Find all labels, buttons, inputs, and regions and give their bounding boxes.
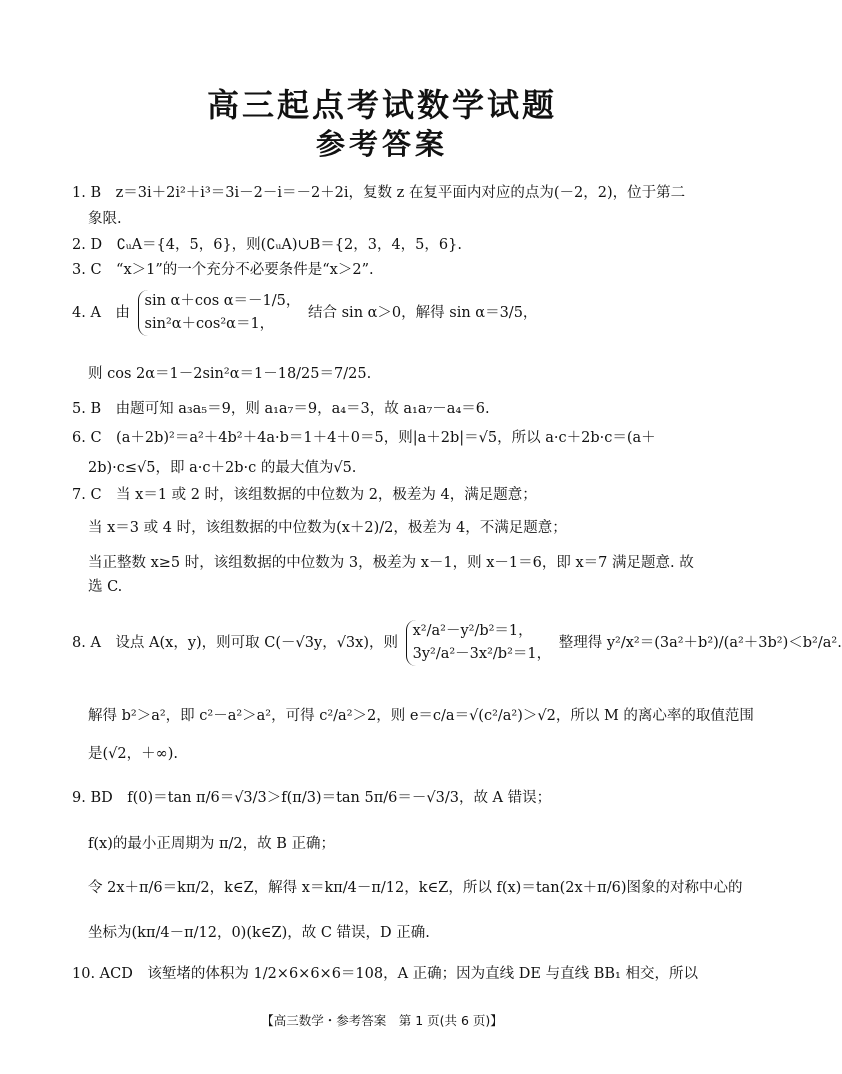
equation-system [138,290,301,336]
answer-6-line-1: 6. C (a＋2b)²＝a²＋4b²＋4a·b＝1＋4＋0＝5，则|a＋2b|＝√5，所以 a·c＋2b·c＝(a＋ [72,430,656,446]
answer-6-line-2: 2b)·c≤√5，即 a·c＋2b·c 的最大值为√5. [88,460,357,476]
answer-8-line-3: 是(√2，＋∞). [88,746,178,762]
answer-8-prefix: 8. A 设点 A(x，y)，则可取 C(－√3y，√3x)，则 [72,635,398,652]
answer-7-line-4: 选 C. [88,579,123,595]
answer-7-line-1: 7. C 当 x＝1 或 2 时，该组数据的中位数为 2，极差为 4，满足题意； [72,487,537,503]
answer-7-line-2: 当 x＝3 或 4 时，该组数据的中位数为(x＋2)/2，极差为 4，不满足题意； [88,520,567,536]
answer-4-line-2: 则 cos 2α＝1－2sin²α＝1－18/25＝7/25. [88,366,372,382]
page-footer: 【高三数学・参考答案 第 1 页(共 6 页)】 [261,1013,503,1028]
answer-2: 2. D ∁ᵤA＝{4，5，6}，则(∁ᵤA)∪B＝{2，3，4，5，6}. [72,237,462,253]
answer-8-line-1 [72,620,842,666]
answer-5: 5. B 由题可知 a₃a₅＝9，则 a₁a₇＝9，a₄＝3，故 a₁a₇－a₄＝6. [72,401,490,417]
answer-8-suffix: 整理得 y²/x²＝(3a²＋b²)/(a²＋3b²)＜b²/a². [558,635,842,652]
system-equation-1: x²/a²－y²/b²＝1， [412,623,533,639]
system-equation-1: sin α＋cos α＝－1/5， [144,293,301,309]
answer-4-prefix: 4. A 由 [72,305,130,322]
answer-9-line-1: 9. BD f(0)＝tan π/6＝√3/3＞f(π/3)＝tan 5π/6＝－√3/3，故 A 错误； [72,790,552,806]
answer-10-line-1: 10. ACD 该堑堵的体积为 1/2×6×6×6＝108，A 正确；因为直线 DE 与直线 BB₁ 相交，所以 [72,966,698,982]
answer-9-line-3: 令 2x＋π/6＝kπ/2，k∈Z，解得 x＝kπ/4－π/12，k∈Z，所以 f(x)＝tan(2x＋π/6)图象的对称中心的 [88,880,743,896]
answer-9-line-4: 坐标为(kπ/4－π/12，0)(k∈Z)，故 C 错误，D 正确. [88,925,430,941]
answer-8-line-2: 解得 b²＞a²，即 c²－a²＞a²，可得 c²/a²＞2，则 e＝c/a＝√(c²/a²)＞√2，所以 M 的离心率的取值范围 [88,708,754,724]
answer-1-line-1: 1. B z＝3i＋2i²＋i³＝3i－2－i＝－2＋2i，复数 z 在复平面内对应的点为(－2，2)，位于第二 [72,185,686,201]
system-equation-2: 3y²/a²－3x²/b²＝1， [412,646,552,663]
page-title: 高三起点考试数学试题 [206,86,557,124]
page-subtitle: 参考答案 [315,127,448,161]
equation-system [406,620,552,666]
system-equation-2: sin²α＋cos²α＝1， [144,316,275,333]
answer-9-line-2: f(x)的最小正周期为 π/2，故 B 正确； [88,836,335,852]
answer-4-line-1 [72,290,537,336]
answer-4-suffix: 结合 sin α＞0，解得 sin α＝3/5， [308,305,538,322]
answer-1-line-2: 象限. [88,211,122,227]
answer-7-line-3: 当正整数 x≥5 时，该组数据的中位数为 3，极差为 x－1，则 x－1＝6，即 x＝7 满足题意. 故 [88,555,694,571]
answer-3: 3. C “x＞1”的一个充分不必要条件是“x＞2”. [72,262,374,278]
